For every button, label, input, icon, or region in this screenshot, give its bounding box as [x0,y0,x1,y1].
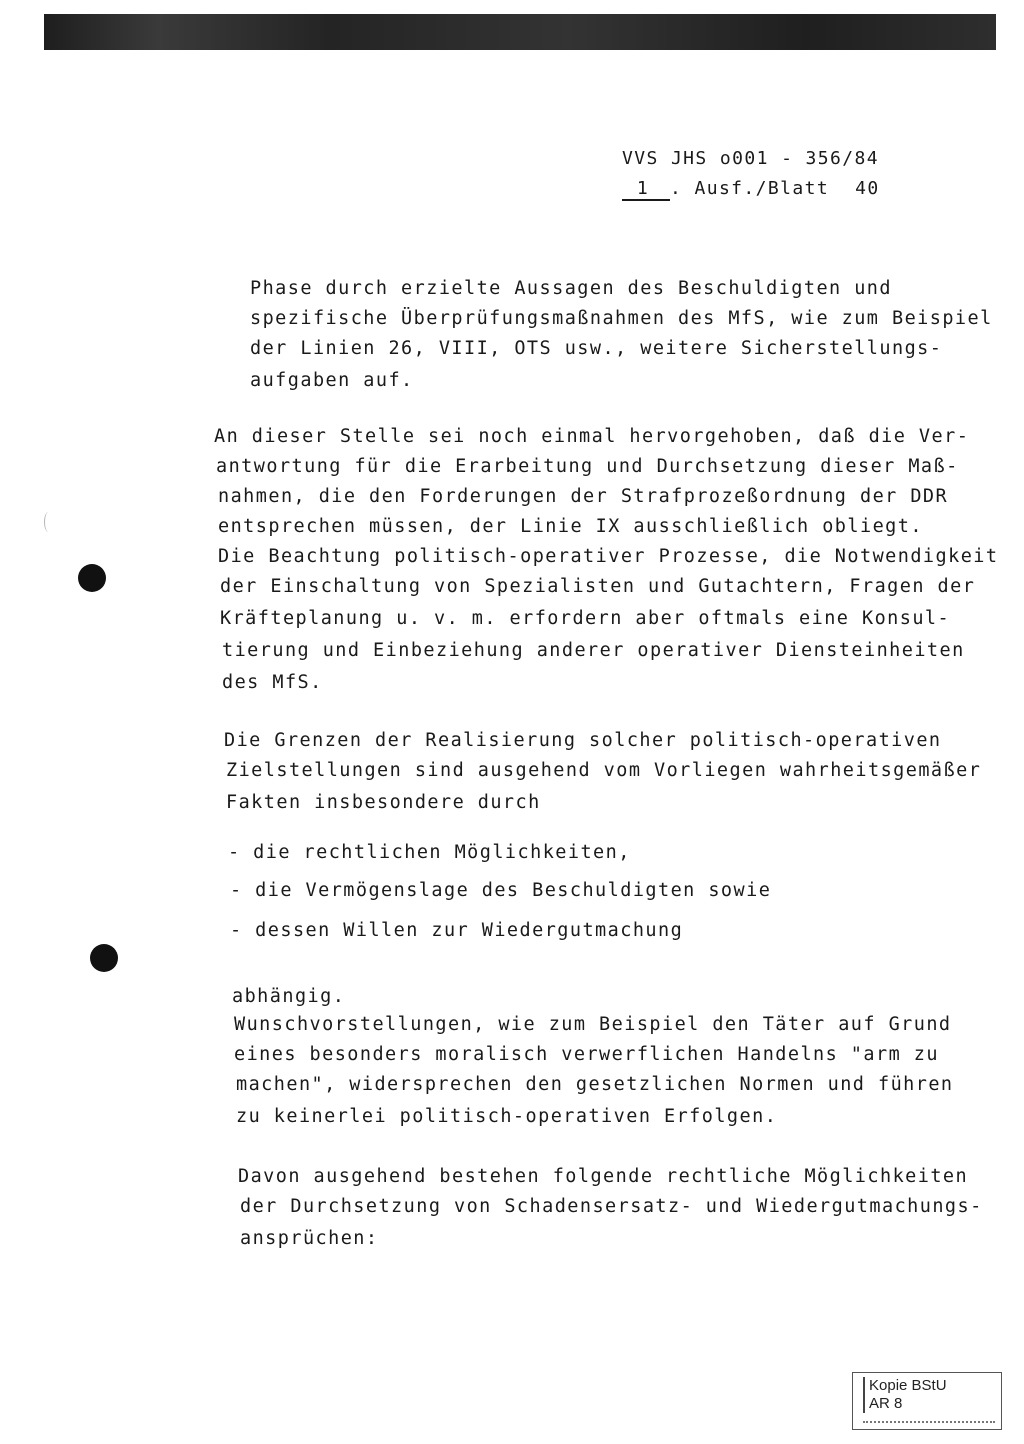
copy-sheet-label: . Ausf./Blatt [670,178,830,199]
list-item: - dessen Willen zur Wiedergutmachung [230,920,684,941]
text-line: Davon ausgehend bestehen folgende rechtliche Möglichkeiten [238,1166,969,1187]
stamp-line-1: Kopie BStU [869,1377,947,1394]
text-line: entsprechen müssen, der Linie IX ausschließlich obliegt. [218,516,923,537]
archive-stamp [852,1372,1002,1430]
punch-hole-bottom [90,944,118,972]
text-line: ansprüchen: [240,1228,379,1249]
stamp-line-2: AR 8 [869,1395,903,1412]
text-line: An dieser Stelle sei noch einmal hervorgehoben, daß die Ver- [214,426,970,447]
text-line: Zielstellungen sind ausgehend vom Vorliegen wahrheitsgemäßer [226,760,982,781]
text-line: Phase durch erzielte Aussagen des Beschuldigten und [250,278,892,299]
text-line: Kräfteplanung u. v. m. erfordern aber oftmals eine Konsul- [220,608,951,629]
text-line: spezifische Überprüfungsmaßnahmen des MfS, wie zum Beispiel [250,308,993,329]
text-line: antwortung für die Erarbeitung und Durchsetzung dieser Maß- [216,456,959,477]
punch-hole-top [78,564,106,592]
list-item: - die rechtlichen Möglichkeiten, [228,842,631,863]
text-line: der Einschaltung von Spezialisten und Gutachtern, Fragen der [220,576,976,597]
document-reference: VVS JHS o001 - 356/84 [622,148,879,169]
copy-number: 1 [622,178,670,201]
text-line: der Linien 26, VIII, OTS usw., weitere Sicherstellungs- [250,338,943,359]
text-line: tierung und Einbeziehung anderer operativer Diensteinheiten [222,640,965,661]
text-line: Fakten insbesondere durch [226,792,541,813]
list-item: - die Vermögenslage des Beschuldigten sowie [230,880,772,901]
text-line: Wunschvorstellungen, wie zum Beispiel den Täter auf Grund [234,1014,952,1035]
stamp-dotted-rule [863,1421,995,1423]
text-line: Die Grenzen der Realisierung solcher politisch-operativen [224,730,942,751]
copy-and-sheet-line [622,178,880,201]
text-line: der Durchsetzung von Schadensersatz- und Wiedergutmachungs- [240,1196,983,1217]
scan-edge-bar [44,14,996,50]
text-line: aufgaben auf. [250,370,414,391]
sheet-number: 40 [855,178,880,199]
text-line: machen", widersprechen den gesetzlichen Normen und führen [236,1074,954,1095]
text-line: eines besonders moralisch verwerflichen Handelns "arm zu [234,1044,939,1065]
text-line: nahmen, die den Forderungen der Strafprozeßordnung der DDR [218,486,949,507]
text-line: des MfS. [222,672,323,693]
text-line: Die Beachtung politisch-operativer Prozesse, die Notwendigkeit [218,546,999,567]
margin-mark [44,512,53,532]
text-line: zu keinerlei politisch-operativen Erfolgen. [236,1106,778,1127]
text-line: abhängig. [232,986,346,1007]
